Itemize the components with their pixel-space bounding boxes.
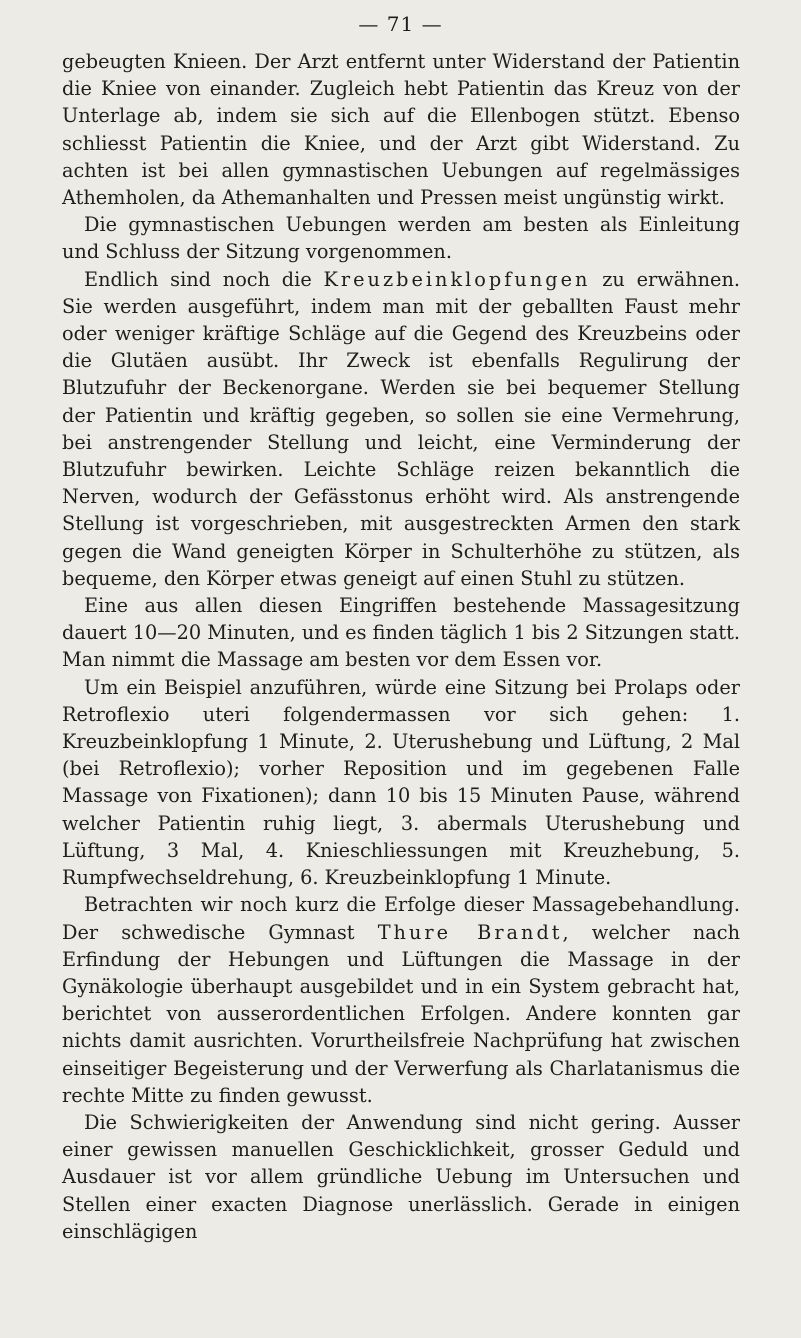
paragraph-3: [62, 266, 740, 592]
body-text: [62, 48, 740, 1245]
paragraph-3-pre: Endlich sind noch die: [84, 267, 324, 291]
paragraph-6: [62, 891, 740, 1109]
paragraph-6-pre: Betrachten wir noch kurz die Erfolge dieser Massagebehandlung. Der schwedische Gymnast: [62, 893, 740, 944]
paragraph-2: Die gymnastischen Uebungen werden am besten als Einleitung und Schluss der Sitzung vorgenommen.: [62, 213, 740, 264]
paragraph-7: Die Schwierigkeiten der Anwendung sind nicht gering. Ausser einer gewissen manuellen Geschicklichkeit, grosser Geduld und Ausdauer ist vor allem gründliche Uebung im Untersuchen und Stellen einer exacten Diagnose unerlässlich. Gerade in einigen einschlägigen: [62, 1110, 740, 1243]
name-thure-brandt: Thure Brandt: [377, 920, 563, 944]
page-number: — 71 —: [358, 12, 443, 36]
paragraph-4: Eine aus allen diesen Eingriffen bestehende Massagesitzung dauert 10—20 Minuten, und es finden täglich 1 bis 2 Sitzungen statt. Man nimmt die Massage am besten vor dem Essen vor.: [62, 594, 740, 672]
term-kreuzbeinklopfungen: Kreuzbeinklopfungen: [323, 267, 591, 291]
paragraph-6-post: , welcher nach Erfindung der Hebungen und Lüftungen die Massage in der Gynäkologie überhaupt ausgebildet und in ein System gebracht hat, berichtet von ausserordentlichen Erfolgen. Andere konnten gar nichts damit ausrichten. Vorurtheilsfreie Nachprüfung hat zwischen einseitiger Begeisterung und der Verwerfung als Charlatanismus die rechte Mitte zu finden gewusst.: [62, 920, 740, 1107]
paragraph-5: Um ein Beispiel anzuführen, würde eine Sitzung bei Prolaps oder Retroflexio uteri folgendermassen vor sich gehen: 1. Kreuzbeinklopfung 1 Minute, 2. Uterushebung und Lüftung, 2 Mal (bei Retroflexio); vorher Reposition und im gegebenen Falle Massage von Fixationen); dann 10 bis 15 Minuten Pause, während welcher Patientin ruhig liegt, 3. abermals Uterushebung und Lüftung, 3 Mal, 4. Knieschliessungen mit Kreuzhebung, 5. Rumpfwechseldrehung, 6. Kreuzbeinklopfung 1 Minute.: [62, 675, 740, 890]
paragraph-1: gebeugten Knieen. Der Arzt entfernt unter Widerstand der Patientin die Kniee von einander. Zugleich hebt Patientin das Kreuz von der Unterlage ab, indem sie sich auf die Ellenbogen stützt. Ebenso schliesst Patientin die Kniee, und der Arzt gibt Widerstand. Zu achten ist bei allen gymnastischen Uebungen auf regelmässiges Athemholen, da Athemanhalten und Pressen meist ungünstig wirkt.: [62, 50, 740, 210]
paragraph-3-post: zu erwähnen. Sie werden ausgeführt, indem man mit der geballten Faust mehr oder weniger kräftige Schläge auf die Gegend des Kreuzbeins oder die Glutäen ausübt. Ihr Zweck ist ebenfalls Regulirung der Blutzufuhr der Beckenorgane. Werden sie bei bequemer Stellung der Patientin und kräftig gegeben, so sollen sie eine Vermehrung, bei anstrengender Stellung und leicht, eine Verminderung der Blutzufuhr bewirken. Leichte Schläge reizen bekanntlich die Nerven, wodurch der Gefässtonus erhöht wird. Als anstrengende Stellung ist vorgeschrieben, mit ausgestreckten Armen den stark gegen die Wand geneigten Körper in Schulterhöhe zu stützen, als bequeme, den Körper etwas geneigt auf einen Stuhl zu stützen.: [62, 267, 740, 590]
